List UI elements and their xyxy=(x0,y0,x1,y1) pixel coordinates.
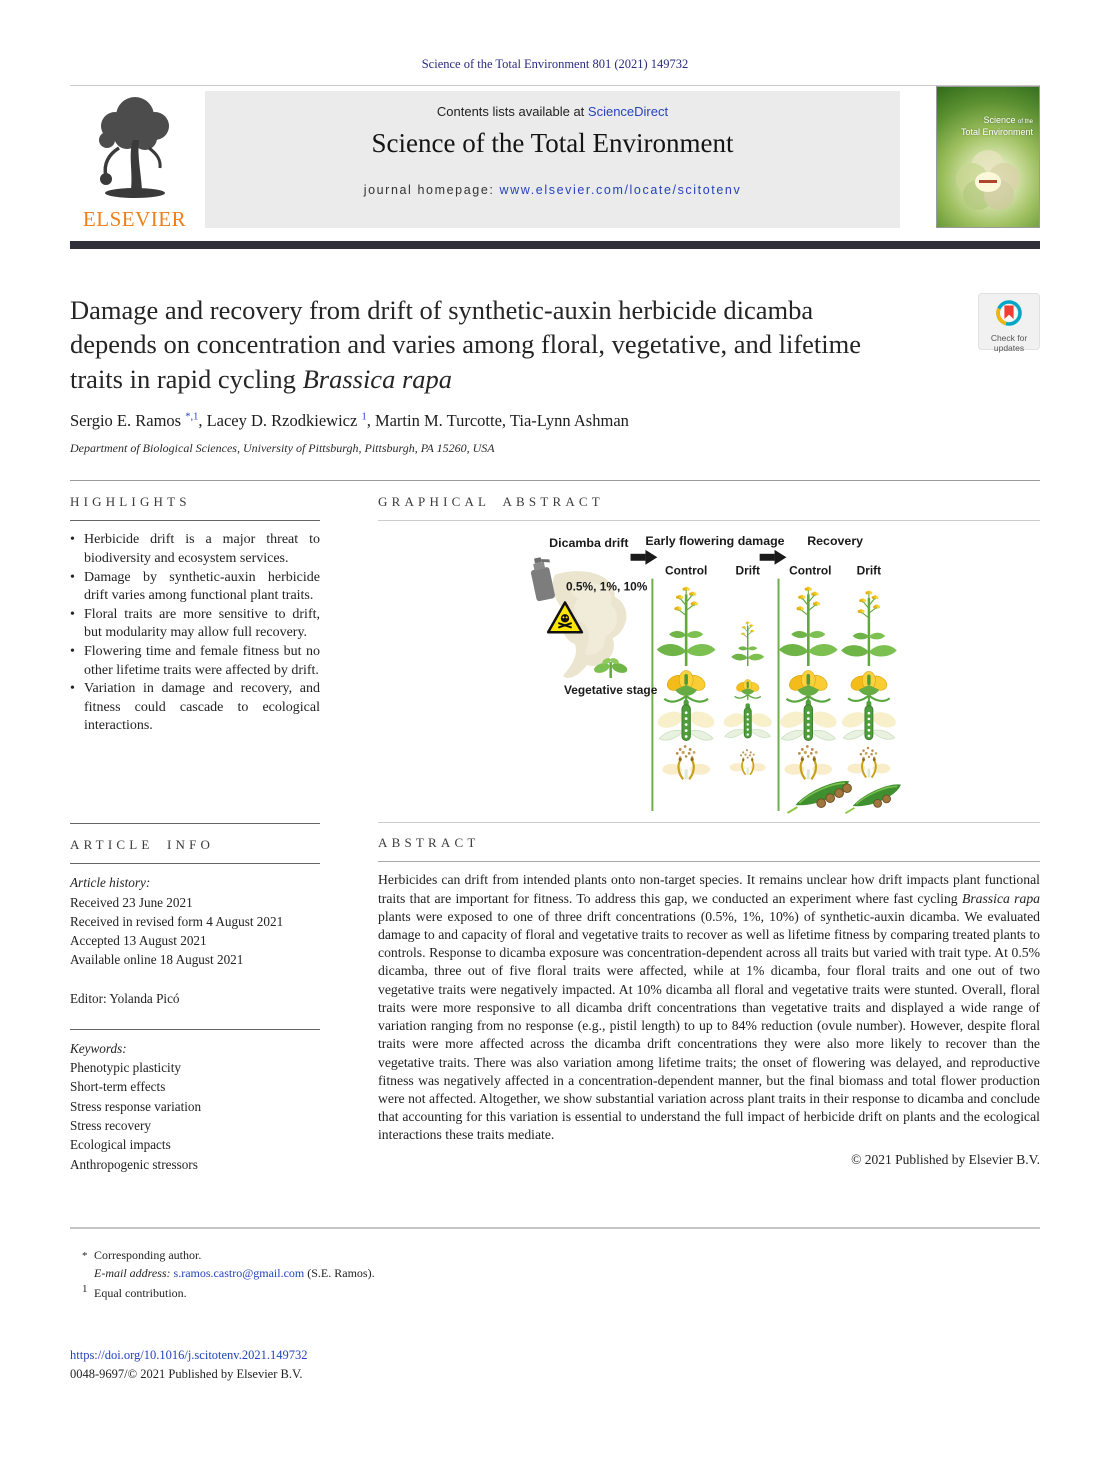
homepage-url-link[interactable]: www.elsevier.com/locate/scitotenv xyxy=(499,183,742,197)
label-dicamba-drift: Dicamba drift xyxy=(549,536,629,551)
footnotes xyxy=(82,1247,375,1303)
bullet-icon: • xyxy=(70,681,75,697)
flower-early-control xyxy=(664,671,708,705)
pollen-recovery-drift xyxy=(847,747,890,778)
divider xyxy=(70,863,320,864)
seedpod-recovery-control xyxy=(787,781,851,813)
highlight-text: Herbicide drift is a major threat to biodiversity and ecosystem services. xyxy=(84,532,320,566)
author-separator: , xyxy=(198,411,207,431)
sciencedirect-link[interactable]: ScienceDirect xyxy=(587,104,669,119)
graphical-abstract-heading: GRAPHICAL ABSTRACT xyxy=(378,494,604,510)
bullet-icon: • xyxy=(70,643,75,659)
flower-recovery-control xyxy=(786,671,830,705)
journal-title: Science of the Total Environment xyxy=(371,128,734,158)
journal-header-box xyxy=(205,91,900,228)
check-badge-line2: updates xyxy=(993,342,1025,353)
article-info-section xyxy=(70,823,320,1173)
flower-recovery-drift xyxy=(848,672,890,705)
history-item: Received 23 June 2021 xyxy=(70,894,193,910)
pod-recovery-drift xyxy=(840,701,898,740)
label-recovery: Recovery xyxy=(807,534,864,549)
abstract-heading: ABSTRACT xyxy=(378,835,480,851)
article-title-main: Damage and recovery from drift of synthetic-auxin herbicide dicamba depends on concentration and varies among floral, vegetative, and lifetime traits in rapid cycling xyxy=(70,295,862,394)
email-note xyxy=(82,1265,375,1282)
footer-divider xyxy=(70,1227,1040,1229)
arrow-right-icon xyxy=(631,550,658,565)
keyword-item: Stress recovery xyxy=(70,1117,151,1133)
article-title xyxy=(70,293,905,396)
seedpod-recovery-drift xyxy=(845,785,900,814)
elsevier-tree-icon xyxy=(85,92,185,204)
journal-citation: Science of the Total Environment 801 (2021) 149732 xyxy=(421,57,689,71)
journal-header xyxy=(70,85,1040,233)
author-separator: , xyxy=(501,411,510,431)
check-badge-line1: Check for xyxy=(990,333,1028,343)
article-info-heading: ARTICLE INFO xyxy=(70,837,215,853)
flower-early-drift xyxy=(735,680,761,701)
author-3: Martin M. Turcotte xyxy=(374,411,502,431)
bullet-icon: • xyxy=(70,606,75,622)
label-concentrations: 0.5%, 1%, 10% xyxy=(565,579,648,594)
highlights-list xyxy=(70,531,320,736)
spray-can-icon xyxy=(528,556,557,602)
cover-title xyxy=(937,115,1039,138)
pollen-early-drift xyxy=(730,749,766,775)
highlight-text: Floral traits are more sensitive to drift, but modularity may allow full recovery. xyxy=(84,606,320,641)
journal-cover-thumbnail xyxy=(936,86,1040,228)
highlight-text: Variation in damage and recovery, and fitness could cascade to ecological interactions. xyxy=(84,681,320,734)
pod-early-drift xyxy=(722,704,774,739)
author-separator: , xyxy=(366,411,375,431)
arrow-right-icon xyxy=(760,550,787,565)
cover-art xyxy=(937,87,1039,227)
pod-early-control xyxy=(656,700,717,741)
graphical-abstract-section xyxy=(378,481,1040,823)
homepage-line xyxy=(205,183,900,197)
highlight-item xyxy=(70,606,320,643)
author-list xyxy=(70,411,1040,431)
plant-recovery-control xyxy=(779,587,838,666)
author-2-superscript[interactable]: 1 xyxy=(361,411,367,423)
bullet-icon: • xyxy=(70,532,75,548)
pollen-recovery-control xyxy=(784,745,832,779)
email-link[interactable]: s.ramos.castro@gmail.com xyxy=(173,1265,305,1280)
footer-links xyxy=(70,1346,308,1384)
equal-contribution-text: Equal contribution. xyxy=(94,1286,187,1301)
abstract-section xyxy=(378,823,1040,1173)
highlights-section xyxy=(70,481,320,823)
header-divider-bar xyxy=(70,241,1040,249)
highlight-text: Damage by synthetic-auxin herbicide drift varies among functional plant traits. xyxy=(84,569,320,604)
cover-line1b: of the xyxy=(1017,119,1033,125)
highlights-heading: HIGHLIGHTS xyxy=(70,494,191,510)
keyword-item: Stress response variation xyxy=(70,1098,202,1114)
corresponding-author-note xyxy=(82,1247,375,1265)
doi-link[interactable]: https://doi.org/10.1016/j.scitotenv.2021.149732 xyxy=(70,1348,308,1362)
corresponding-author-text: Corresponding author. xyxy=(94,1248,202,1262)
label-vegetative-stage: Vegetative stage xyxy=(564,683,658,698)
check-updates-icon xyxy=(994,298,1024,328)
author-4: Tia-Lynn Ashman xyxy=(509,411,629,431)
author-1: Sergio E. Ramos xyxy=(70,411,182,431)
highlight-item xyxy=(70,531,320,568)
plant-recovery-drift xyxy=(841,591,897,666)
keyword-item: Ecological impacts xyxy=(70,1137,171,1153)
elsevier-wordmark: ELSEVIER xyxy=(82,207,187,231)
divider xyxy=(378,861,1040,862)
highlight-item xyxy=(70,680,320,736)
equal-contribution-note xyxy=(82,1282,375,1302)
asterisk-marker: * xyxy=(82,1250,88,1262)
check-badge-label xyxy=(979,334,1039,354)
issn-copyright-line: 0048-9697/© 2021 Published by Elsevier B.V. xyxy=(70,1366,303,1381)
contents-line xyxy=(205,104,900,119)
label-control-early: Control xyxy=(664,563,708,578)
article-history-label: Article history: xyxy=(70,875,151,891)
plant-early-drift xyxy=(731,622,764,666)
abstract-species: Brassica rapa xyxy=(961,890,1041,906)
history-item: Available online 18 August 2021 xyxy=(70,952,244,968)
elsevier-logo xyxy=(72,92,197,232)
highlight-item xyxy=(70,643,320,680)
history-item: Accepted 13 August 2021 xyxy=(70,933,207,949)
author-1-superscript[interactable]: *,1 xyxy=(185,411,199,423)
pod-recovery-control xyxy=(778,700,839,741)
article-title-species: Brassica rapa xyxy=(302,363,453,394)
divider xyxy=(70,1029,320,1030)
cover-line2: Total Environment xyxy=(960,126,1033,137)
label-drift-recovery: Drift xyxy=(856,563,882,578)
divider xyxy=(70,520,320,521)
keywords-label: Keywords: xyxy=(70,1040,127,1056)
highlight-item xyxy=(70,569,320,606)
abstract-text xyxy=(378,871,1040,1144)
graphical-abstract-figure xyxy=(378,521,1040,823)
cover-line1: Science xyxy=(983,115,1016,125)
plant-early-control xyxy=(657,587,716,666)
email-suffix: (S.E. Ramos). xyxy=(304,1265,375,1280)
highlight-text: Flowering time and female fitness but no other lifetime traits were affected by drift. xyxy=(84,643,320,678)
label-drift-early: Drift xyxy=(735,563,760,578)
abstract-part1: Herbicides can drift from intended plants onto non-target species. It remains unclear how drift impacts plant functional traits that are important for fitness. To address this gap, we conducted an experiment where fast cycling xyxy=(378,872,1040,906)
check-for-updates-badge[interactable] xyxy=(978,293,1040,353)
editor-line: Editor: Yolanda Picó xyxy=(70,990,180,1006)
contents-prefix: Contents lists available at xyxy=(436,104,588,119)
copyright-line: © 2021 Published by Elsevier B.V. xyxy=(851,1151,1040,1167)
history-item: Received in revised form 4 August 2021 xyxy=(70,913,284,929)
author-2: Lacey D. Rzodkiewicz xyxy=(206,411,358,431)
email-label: E-mail address: xyxy=(94,1265,171,1280)
footnote-1-marker: 1 xyxy=(82,1283,88,1296)
keyword-item: Anthropogenic stressors xyxy=(70,1156,198,1172)
affiliation: Department of Biological Sciences, University of Pittsburgh, Pittsburgh, PA 15260, USA xyxy=(70,441,495,456)
homepage-prefix: journal homepage: xyxy=(363,183,500,197)
keyword-item: Short-term effects xyxy=(70,1079,166,1095)
label-early-damage: Early flowering damage xyxy=(645,534,785,549)
keyword-item: Phenotypic plasticity xyxy=(70,1060,181,1076)
pollen-early-control xyxy=(662,745,710,779)
abstract-part2: plants were exposed to one of three drift concentrations (0.5%, 1%, 10%) of synthetic-auxin dicamba. We evaluated damage to and capacity of floral and vegetative traits to recover as well as lifetime fitness by comparing treated plants to controls. Response to dicamba exposure was concentration-dependent across all traits but varied with trait type. At 0.5% dicamba, three out of five floral traits were affected, while at 1% dicamba, four floral traits and one out of two vegetative traits were negatively impacted. At 10% dicamba all floral and vegetative traits were stunted. Overall, floral traits were more responsive to all dicamba drift concentrations than vegetative traits and displayed a wide range of variation ranging from no response (e.g., pistil length) to up to 84% reduction (ovule number). However, despite floral traits were more affected across the dicamba drift concentrations they were also more likely to recover than the vegetative traits. There was also variation among lifetime traits; the onset of flowering was delayed, and reproductive fitness was negatively affected in a concentration-dependent manner, but the final biomass and total flower production were not affected. Altogether, we show substantial variation across plant traits in their response to dicamba and conclude that accounting for this variation is essential to understand the full impact of herbicide drift on plants and the ecological interactions these traits mediate. xyxy=(378,908,1040,1143)
label-control-recovery: Control xyxy=(789,563,832,578)
bullet-icon: • xyxy=(70,569,75,585)
